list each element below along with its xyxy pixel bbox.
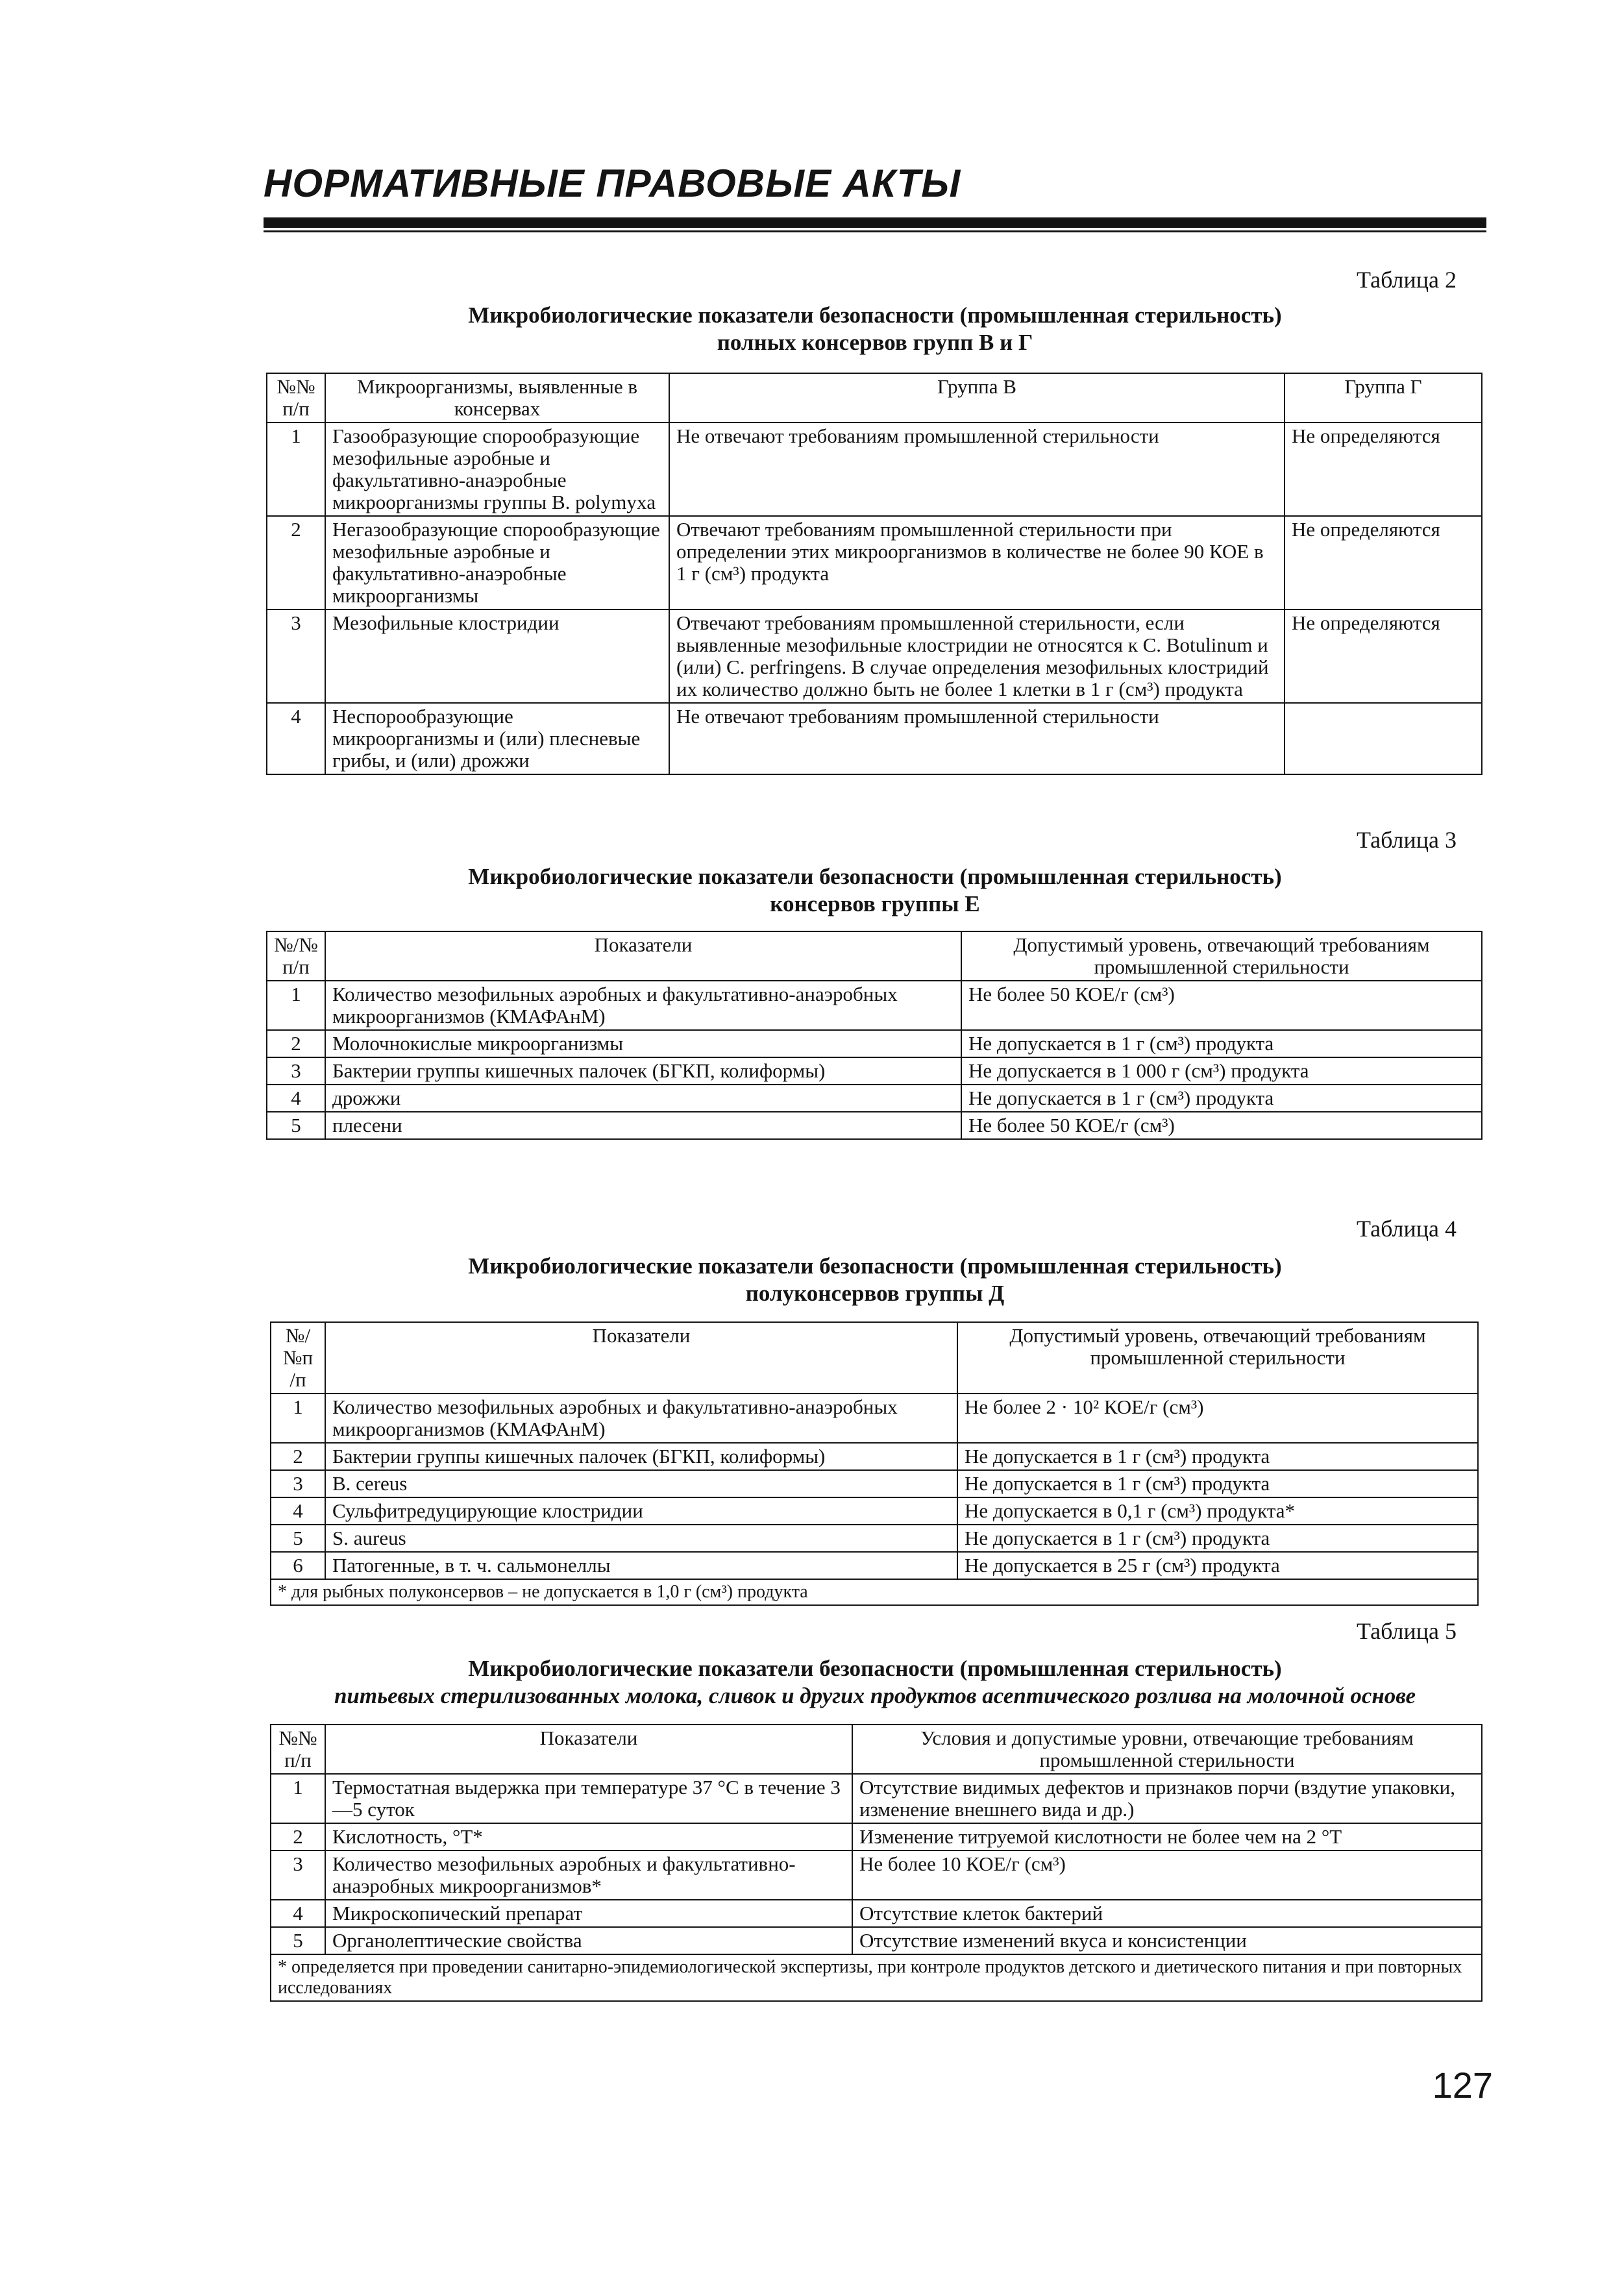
level-cell: Отсутствие видимых дефектов и признаков порчи (вздутие упаковки, изменение внешнего вида и др.) xyxy=(852,1774,1482,1823)
row-number: 3 xyxy=(271,1470,325,1497)
row-number: 2 xyxy=(271,1443,325,1470)
row-number: 2 xyxy=(271,1823,325,1850)
table3-title-line1: Микробиологические показатели безопасности (промышленная стерильность) xyxy=(468,864,1282,889)
table4-title-line1: Микробиологические показатели безопасности (промышленная стерильность) xyxy=(468,1253,1282,1279)
row-number: 3 xyxy=(267,609,325,703)
table5-title-line1: Микробиологические показатели безопасности (промышленная стерильность) xyxy=(468,1656,1282,1681)
group-g-cell: Не определяются xyxy=(1285,423,1482,516)
table-row xyxy=(271,1525,1478,1552)
table-row xyxy=(271,1443,1478,1470)
indicator-cell: Микроскопический препарат xyxy=(325,1900,852,1927)
level-cell: Изменение титруемой кислотности не более чем на 2 °Т xyxy=(852,1823,1482,1850)
table2-title-line2: полных консервов групп В и Г xyxy=(717,330,1033,355)
table2-header-num: №№ п/п xyxy=(267,373,325,423)
table2-header-row xyxy=(267,373,1482,423)
table5 xyxy=(270,1724,1483,2002)
organisms-cell: Негазообразующие спорообразующие мезофильные аэробные и факультативно-анаэробные микроорганизмы xyxy=(325,516,669,609)
table4-title-line2: полуконсервов группы Д xyxy=(745,1281,1005,1306)
table2-header-group-g: Группа Г xyxy=(1285,373,1482,423)
table3-header-row xyxy=(267,931,1482,981)
indicator-cell: B. cereus xyxy=(325,1470,957,1497)
group-v-cell: Не отвечают требованиям промышленной стерильности xyxy=(669,423,1285,516)
row-number: 5 xyxy=(267,1112,325,1139)
level-cell: Не допускается в 1 г (см³) продукта xyxy=(961,1085,1482,1112)
organisms-cell: Неспорообразующие микроорганизмы и (или) плесневые грибы, и (или) дрожжи xyxy=(325,703,669,774)
table3 xyxy=(266,931,1483,1140)
level-cell: Не допускается в 1 000 г (см³) продукта xyxy=(961,1057,1482,1085)
table-row xyxy=(267,1030,1482,1057)
row-number: 6 xyxy=(271,1552,325,1579)
row-number: 2 xyxy=(267,1030,325,1057)
table-row xyxy=(267,609,1482,703)
row-number: 4 xyxy=(271,1497,325,1525)
table3-title-line2: консервов группы Е xyxy=(770,891,980,916)
table-row xyxy=(271,1470,1478,1497)
indicator-cell: Количество мезофильных аэробных и факультативно-анаэробных микроорганизмов (КМАФАнМ) xyxy=(325,1394,957,1443)
table4-header-num: №/№п /п xyxy=(271,1322,325,1394)
table2-title xyxy=(264,302,1486,356)
table5-header-indicator: Показатели xyxy=(325,1725,852,1774)
table-row xyxy=(271,1823,1482,1850)
table-row xyxy=(271,1850,1482,1900)
indicator-cell: Количество мезофильных аэробных и факультативно-анаэробных микроорганизмов (КМАФАнМ) xyxy=(325,981,961,1030)
table5-title-line2: питьевых стерилизованных молока, сливок и других продуктов асептического розлива на молочной основе xyxy=(334,1683,1416,1708)
indicator-cell: Сульфитредуцирующие клостридии xyxy=(325,1497,957,1525)
row-number: 5 xyxy=(271,1927,325,1954)
group-v-cell: Отвечают требованиям промышленной стерильности, если выявленные мезофильные клостридии не относятся к C. Botulinum и (или) C. perfringens. В случае определения мезофильных клостридий их количество должно быть не более 1 клетки в 1 г (см³) продукта xyxy=(669,609,1285,703)
table-row xyxy=(267,516,1482,609)
indicator-cell: Патогенные, в т. ч. сальмонеллы xyxy=(325,1552,957,1579)
indicator-cell: Органолептические свойства xyxy=(325,1927,852,1954)
indicator-cell: дрожжи xyxy=(325,1085,961,1112)
table5-header-row xyxy=(271,1725,1482,1774)
indicator-cell: Бактерии группы кишечных палочек (БГКП, колиформы) xyxy=(325,1057,961,1085)
table4-number-label: Таблица 4 xyxy=(1357,1216,1457,1242)
indicator-cell: плесени xyxy=(325,1112,961,1139)
table3-header-num: №/№ п/п xyxy=(267,931,325,981)
indicator-cell: S. aureus xyxy=(325,1525,957,1552)
indicator-cell: Бактерии группы кишечных палочек (БГКП, колиформы) xyxy=(325,1443,957,1470)
table2-title-line1: Микробиологические показатели безопасности (промышленная стерильность) xyxy=(468,302,1282,328)
group-v-cell: Не отвечают требованиям промышленной стерильности xyxy=(669,703,1285,774)
table-row xyxy=(267,423,1482,516)
table-row xyxy=(267,703,1482,774)
table4-header-indicator: Показатели xyxy=(325,1322,957,1394)
table4-header-row xyxy=(271,1322,1478,1394)
table2 xyxy=(266,373,1483,775)
table-row xyxy=(271,1552,1478,1579)
row-number: 1 xyxy=(271,1394,325,1443)
row-number: 3 xyxy=(267,1057,325,1085)
table3-header-indicator: Показатели xyxy=(325,931,961,981)
level-cell: Не допускается в 1 г (см³) продукта xyxy=(957,1443,1478,1470)
table2-header-organisms: Микроорганизмы, выявленные в консервах xyxy=(325,373,669,423)
table4-header-level: Допустимый уровень, отвечающий требованиям промышленной стерильности xyxy=(957,1322,1478,1394)
table-row xyxy=(267,1057,1482,1085)
table2-number-label: Таблица 2 xyxy=(1357,267,1457,293)
level-cell: Отсутствие клеток бактерий xyxy=(852,1900,1482,1927)
indicator-cell: Кислотность, °Т* xyxy=(325,1823,852,1850)
table4-footnote: * для рыбных полуконсервов – не допускается в 1,0 г (см³) продукта xyxy=(271,1579,1478,1605)
row-number: 2 xyxy=(267,516,325,609)
level-cell: Не допускается в 1 г (см³) продукта xyxy=(961,1030,1482,1057)
group-g-cell: Не определяются xyxy=(1285,516,1482,609)
row-number: 1 xyxy=(271,1774,325,1823)
page-number: 127 xyxy=(1432,2065,1493,2106)
table-row xyxy=(267,1112,1482,1139)
table-row xyxy=(267,1085,1482,1112)
table3-title xyxy=(264,863,1486,918)
row-number: 4 xyxy=(267,1085,325,1112)
table5-header-level: Условия и допустимые уровни, отвечающие требованиям промышленной стерильности xyxy=(852,1725,1482,1774)
table-row xyxy=(267,981,1482,1030)
table5-footnote-row xyxy=(271,1954,1482,2001)
organisms-cell: Мезофильные клостридии xyxy=(325,609,669,703)
level-cell: Не более 2 · 10² КОЕ/г (см³) xyxy=(957,1394,1478,1443)
table-row xyxy=(271,1497,1478,1525)
row-number: 1 xyxy=(267,981,325,1030)
row-number: 4 xyxy=(267,703,325,774)
level-cell: Не более 10 КОЕ/г (см³) xyxy=(852,1850,1482,1900)
group-g-cell xyxy=(1285,703,1482,774)
row-number: 5 xyxy=(271,1525,325,1552)
header-rule-thin xyxy=(264,230,1486,232)
table4-footnote-row xyxy=(271,1579,1478,1605)
row-number: 3 xyxy=(271,1850,325,1900)
level-cell: Отсутствие изменений вкуса и консистенции xyxy=(852,1927,1482,1954)
table2-header-group-v: Группа В xyxy=(669,373,1285,423)
organisms-cell: Газообразующие спорообразующие мезофильные аэробные и факультативно-анаэробные микроорганизмы группы B. polymyxa xyxy=(325,423,669,516)
table-row xyxy=(271,1927,1482,1954)
table3-header-level: Допустимый уровень, отвечающий требованиям промышленной стерильности xyxy=(961,931,1482,981)
level-cell: Не допускается в 1 г (см³) продукта xyxy=(957,1525,1478,1552)
level-cell: Не допускается в 25 г (см³) продукта xyxy=(957,1552,1478,1579)
table4 xyxy=(270,1321,1479,1606)
table-row xyxy=(271,1900,1482,1927)
level-cell: Не допускается в 0,1 г (см³) продукта* xyxy=(957,1497,1478,1525)
table-row xyxy=(271,1774,1482,1823)
table4-title xyxy=(264,1253,1486,1307)
header-rule-thick xyxy=(264,217,1486,228)
indicator-cell: Термостатная выдержка при температуре 37 °С в течение 3—5 суток xyxy=(325,1774,852,1823)
indicator-cell: Количество мезофильных аэробных и факультативно-анаэробных микроорганизмов* xyxy=(325,1850,852,1900)
table5-footnote: * определяется при проведении санитарно-эпидемиологической экспертизы, при контроле продуктов детского и диетического питания и при повторных исследованиях xyxy=(271,1954,1482,2001)
level-cell: Не допускается в 1 г (см³) продукта xyxy=(957,1470,1478,1497)
row-number: 4 xyxy=(271,1900,325,1927)
table5-title xyxy=(264,1655,1486,1710)
indicator-cell: Молочнокислые микроорганизмы xyxy=(325,1030,961,1057)
page-header-title: НОРМАТИВНЫЕ ПРАВОВЫЕ АКТЫ xyxy=(264,162,961,205)
level-cell: Не более 50 КОЕ/г (см³) xyxy=(961,981,1482,1030)
group-g-cell: Не определяются xyxy=(1285,609,1482,703)
table-row xyxy=(271,1394,1478,1443)
level-cell: Не более 50 КОЕ/г (см³) xyxy=(961,1112,1482,1139)
table5-header-num: №№ п/п xyxy=(271,1725,325,1774)
table3-number-label: Таблица 3 xyxy=(1357,827,1457,853)
group-v-cell: Отвечают требованиям промышленной стерильности при определении этих микроорганизмов в количестве не более 90 КОЕ в 1 г (см³) продукта xyxy=(669,516,1285,609)
row-number: 1 xyxy=(267,423,325,516)
table5-number-label: Таблица 5 xyxy=(1357,1618,1457,1644)
